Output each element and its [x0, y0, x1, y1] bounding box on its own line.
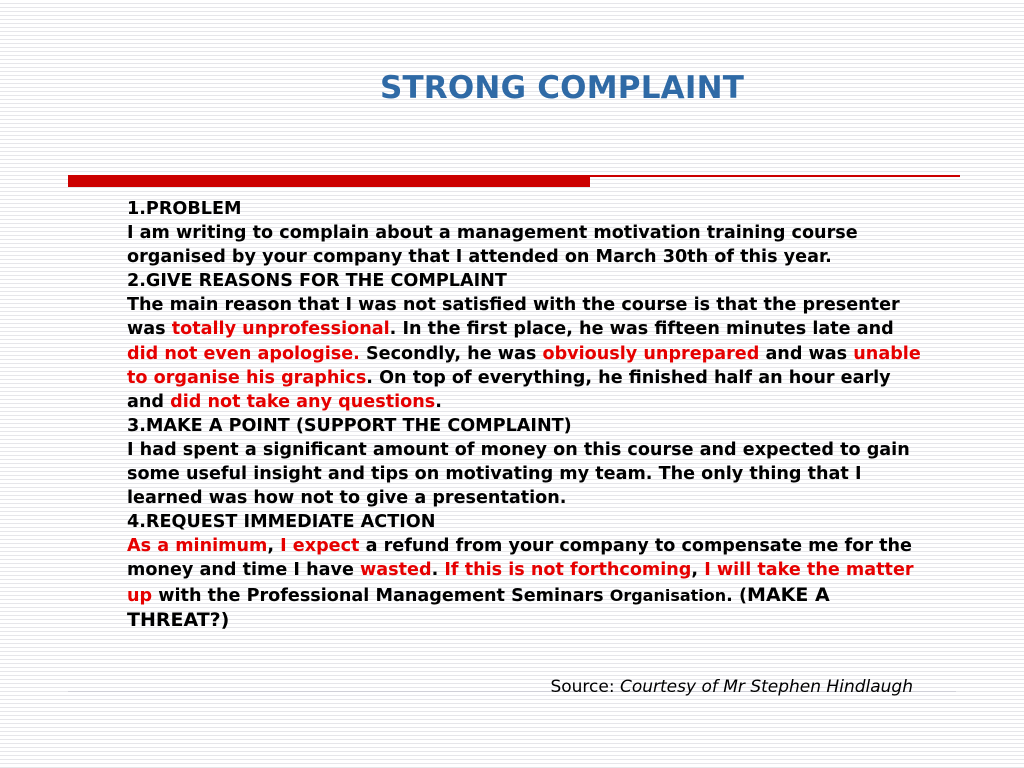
complaint-body	[127, 197, 927, 633]
request-text-4: ,	[691, 560, 705, 581]
section-point-text: I had spent a significant amount of money on this course and expected to gain some useful insight and tips on motivating my team. The only thing that I learned was how not to give a presentation.	[127, 439, 910, 509]
request-text-1: ,	[267, 536, 281, 557]
request-highlight-4: If this is not forthcoming	[444, 560, 692, 581]
request-text-2: a refund from your company to compensate me for the money and time I have	[127, 536, 912, 581]
section-problem-text: I am writing to complain about a management motivation training course organised by your company that I attended on March 30th of this year.	[127, 223, 858, 268]
request-highlight-5: I will take the matter up	[127, 560, 914, 606]
reasons-highlight-2: did not even apologise.	[127, 343, 360, 364]
reasons-text-4: and was	[759, 343, 854, 364]
section-point-heading: 3.MAKE A POINT (SUPPORT THE COMPLAINT)	[127, 415, 572, 436]
request-text-5: with the Professional Management Seminars	[152, 585, 610, 606]
reasons-text-5: . On top of everything, he finished half an hour early and	[127, 367, 891, 412]
section-problem-heading: 1.PROBLEM	[127, 199, 242, 219]
source-credit	[550, 677, 913, 697]
request-text-6: . (	[726, 585, 748, 606]
section-reasons-heading: 2.GIVE REASONS FOR THE COMPLAINT	[127, 271, 507, 292]
reasons-highlight-4: unable to organise his graphics	[127, 343, 921, 388]
request-threat: MAKE A THREAT?)	[127, 583, 830, 631]
reasons-highlight-1: totally unprofessional	[171, 319, 390, 340]
reasons-text-1: The main reason that I was not satisfied with the course is that the presenter was	[127, 295, 900, 340]
section-request-heading: 4.REQUEST IMMEDIATE ACTION	[127, 512, 436, 533]
request-highlight-1: As a minimum	[127, 536, 268, 557]
request-text-3: .	[431, 560, 445, 581]
source-label: Source:	[550, 677, 620, 697]
reasons-text-6: .	[435, 391, 442, 412]
request-highlight-3: wasted	[360, 560, 432, 581]
title-underline-bar	[68, 175, 590, 187]
request-organisation: Organisation	[609, 585, 727, 605]
section-request-text	[127, 534, 927, 632]
reasons-highlight-3: obviously unprepared	[542, 343, 760, 364]
reasons-highlight-5: did not take any questions	[170, 391, 436, 412]
reasons-text-2: . In the first place, he was fifteen minutes late and	[389, 319, 894, 340]
reasons-text-3: Secondly, he was	[359, 343, 543, 364]
title-underline-line	[590, 175, 960, 177]
page-title: STRONG COMPLAINT	[379, 70, 745, 106]
request-highlight-2: I expect	[280, 536, 360, 557]
section-reasons-text	[127, 293, 927, 413]
source-text: Courtesy of Mr Stephen Hindlaugh	[619, 677, 913, 697]
